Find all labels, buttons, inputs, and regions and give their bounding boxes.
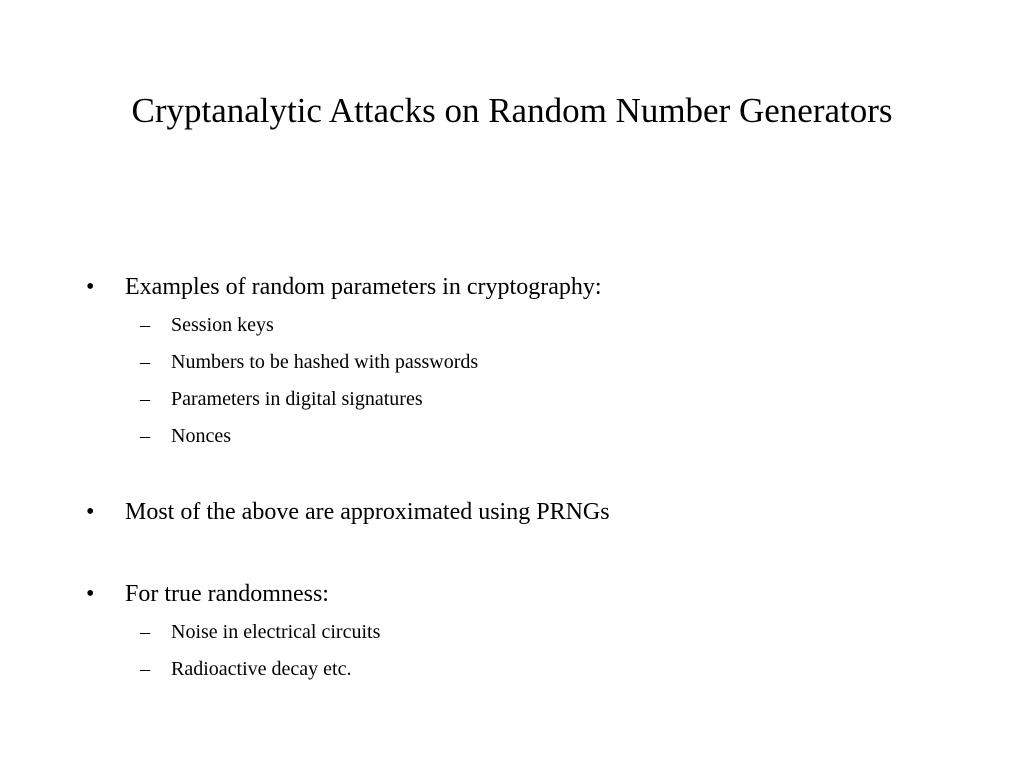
sub-text: Radioactive decay etc. [171, 658, 352, 680]
sub-text: Parameters in digital signatures [171, 388, 423, 410]
sub-text: Noise in electrical circuits [171, 621, 381, 643]
sub-marker: – [140, 351, 150, 373]
bullet-text: Most of the above are approximated using PRNGs [125, 499, 610, 525]
sub-marker: – [140, 621, 150, 643]
sub-marker: – [140, 425, 150, 447]
bullet-marker: • [86, 274, 95, 300]
sub-marker: – [140, 388, 150, 410]
sub-marker: – [140, 314, 150, 336]
bullet-text: For true randomness: [125, 581, 329, 607]
sub-text: Nonces [171, 425, 231, 447]
bullet-text: Examples of random parameters in cryptography: [125, 274, 602, 300]
sub-marker: – [140, 658, 150, 680]
sub-text: Numbers to be hashed with passwords [171, 351, 479, 373]
bullet-marker: • [86, 581, 95, 607]
slide-title: Cryptanalytic Attacks on Random Number Generators [131, 91, 893, 130]
bullet-marker: • [86, 499, 95, 525]
sub-text: Session keys [171, 314, 274, 336]
